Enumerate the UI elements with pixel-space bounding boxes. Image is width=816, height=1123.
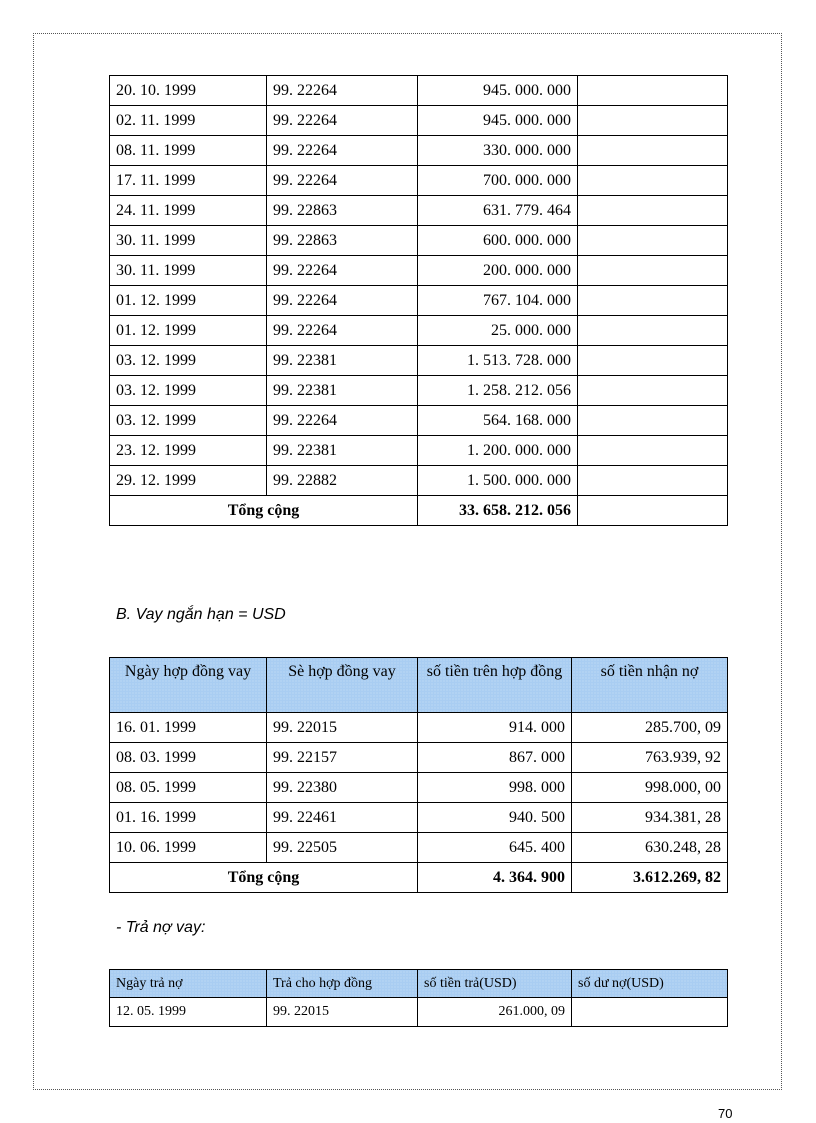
amount-cell: 998. 000 (418, 773, 572, 803)
date-cell: 08. 03. 1999 (110, 743, 267, 773)
date-cell: 01. 12. 1999 (110, 286, 267, 316)
date-cell: 03. 12. 1999 (110, 346, 267, 376)
amount-cell: 631. 779. 464 (418, 196, 578, 226)
amount-cell: 867. 000 (418, 743, 572, 773)
contract-cell: 99. 22380 (267, 773, 418, 803)
contract-cell: 99. 22882 (267, 466, 418, 496)
date-cell: 12. 05. 1999 (110, 998, 267, 1027)
table-row (110, 803, 728, 833)
table-row (110, 346, 728, 376)
table-row (110, 436, 728, 466)
received-cell: 763.939, 92 (572, 743, 728, 773)
contract-cell: 99. 22264 (267, 76, 418, 106)
table-row (110, 136, 728, 166)
total-received: 3.612.269, 82 (572, 863, 728, 893)
amount-cell: 700. 000. 000 (418, 166, 578, 196)
total-amount: 4. 364. 900 (418, 863, 572, 893)
date-cell: 08. 11. 1999 (110, 136, 267, 166)
contract-cell: 99. 22015 (267, 713, 418, 743)
date-cell: 30. 11. 1999 (110, 256, 267, 286)
contract-cell: 99. 22264 (267, 256, 418, 286)
amount-cell: 945. 000. 000 (418, 76, 578, 106)
amount-cell: 1. 258. 212. 056 (418, 376, 578, 406)
total-label: Tổng cộng (110, 863, 418, 893)
column-header-paid: số tiền trả(USD) (418, 970, 572, 998)
contract-cell: 99. 22461 (267, 803, 418, 833)
amount-cell: 1. 500. 000. 000 (418, 466, 578, 496)
extra-cell (578, 256, 728, 286)
received-cell: 285.700, 09 (572, 713, 728, 743)
total-row (110, 863, 728, 893)
date-cell: 10. 06. 1999 (110, 833, 267, 863)
date-cell: 17. 11. 1999 (110, 166, 267, 196)
amount-cell: 600. 000. 000 (418, 226, 578, 256)
total-row (110, 496, 728, 526)
amount-cell: 25. 000. 000 (418, 316, 578, 346)
page-number: 70 (718, 1106, 733, 1121)
received-cell: 998.000, 00 (572, 773, 728, 803)
total-amount: 33. 658. 212. 056 (418, 496, 578, 526)
section-b-heading: B. Vay ngắn hạn = USD (116, 606, 286, 623)
table-row (110, 316, 728, 346)
loans-continued-table (109, 75, 728, 526)
extra-cell (578, 196, 728, 226)
date-cell: 30. 11. 1999 (110, 226, 267, 256)
column-header-contract: Trả cho hợp đồng (267, 970, 418, 998)
table-row (110, 286, 728, 316)
contract-cell: 99. 22264 (267, 106, 418, 136)
table-row (110, 406, 728, 436)
column-header-date: Ngày trả nợ (110, 970, 267, 998)
table-row (110, 166, 728, 196)
table-row (110, 256, 728, 286)
amount-cell: 564. 168. 000 (418, 406, 578, 436)
column-header-received: số tiền nhận nợ (572, 658, 728, 713)
contract-cell: 99. 22381 (267, 436, 418, 466)
contract-cell: 99. 22264 (267, 316, 418, 346)
received-cell: 934.381, 28 (572, 803, 728, 833)
extra-cell (578, 136, 728, 166)
date-cell: 01. 16. 1999 (110, 803, 267, 833)
extra-cell (578, 436, 728, 466)
extra-cell (578, 106, 728, 136)
column-header-contract: Sè hợp đồng vay (267, 658, 418, 713)
extra-cell (578, 496, 728, 526)
amount-cell: 200. 000. 000 (418, 256, 578, 286)
contract-cell: 99. 22015 (267, 998, 418, 1027)
amount-cell: 767. 104. 000 (418, 286, 578, 316)
amount-cell: 1. 200. 000. 000 (418, 436, 578, 466)
balance-cell (572, 998, 728, 1027)
date-cell: 24. 11. 1999 (110, 196, 267, 226)
column-header-date: Ngày hợp đồng vay (110, 658, 267, 713)
table-row (110, 773, 728, 803)
date-cell: 23. 12. 1999 (110, 436, 267, 466)
received-cell: 630.248, 28 (572, 833, 728, 863)
extra-cell (578, 376, 728, 406)
contract-cell: 99. 22381 (267, 346, 418, 376)
extra-cell (578, 226, 728, 256)
column-header-balance: số dư nợ(USD) (572, 970, 728, 998)
amount-cell: 330. 000. 000 (418, 136, 578, 166)
date-cell: 03. 12. 1999 (110, 406, 267, 436)
contract-cell: 99. 22157 (267, 743, 418, 773)
repayment-table (109, 969, 728, 1027)
extra-cell (578, 166, 728, 196)
contract-cell: 99. 22381 (267, 376, 418, 406)
date-cell: 29. 12. 1999 (110, 466, 267, 496)
contract-cell: 99. 22264 (267, 136, 418, 166)
date-cell: 20. 10. 1999 (110, 76, 267, 106)
column-header-amount: số tiền trên hợp đồng (418, 658, 572, 713)
paid-cell: 261.000, 09 (418, 998, 572, 1027)
table-row (110, 743, 728, 773)
extra-cell (578, 346, 728, 376)
date-cell: 08. 05. 1999 (110, 773, 267, 803)
extra-cell (578, 316, 728, 346)
extra-cell (578, 76, 728, 106)
header-row (110, 658, 728, 713)
amount-cell: 914. 000 (418, 713, 572, 743)
amount-cell: 1. 513. 728. 000 (418, 346, 578, 376)
date-cell: 03. 12. 1999 (110, 376, 267, 406)
repayment-heading: - Trả nợ vay: (116, 919, 206, 936)
amount-cell: 645. 400 (418, 833, 572, 863)
date-cell: 01. 12. 1999 (110, 316, 267, 346)
extra-cell (578, 286, 728, 316)
date-cell: 02. 11. 1999 (110, 106, 267, 136)
contract-cell: 99. 22264 (267, 166, 418, 196)
amount-cell: 945. 000. 000 (418, 106, 578, 136)
table-row (110, 466, 728, 496)
table-row (110, 106, 728, 136)
header-row (110, 970, 728, 998)
total-label: Tổng cộng (110, 496, 418, 526)
contract-cell: 99. 22264 (267, 406, 418, 436)
table-row (110, 376, 728, 406)
extra-cell (578, 466, 728, 496)
date-cell: 16. 01. 1999 (110, 713, 267, 743)
amount-cell: 940. 500 (418, 803, 572, 833)
contract-cell: 99. 22863 (267, 226, 418, 256)
table-row (110, 226, 728, 256)
table-row (110, 998, 728, 1027)
table-row (110, 76, 728, 106)
extra-cell (578, 406, 728, 436)
table-row (110, 713, 728, 743)
table-row (110, 833, 728, 863)
usd-loans-table (109, 657, 728, 893)
contract-cell: 99. 22264 (267, 286, 418, 316)
contract-cell: 99. 22505 (267, 833, 418, 863)
contract-cell: 99. 22863 (267, 196, 418, 226)
table-row (110, 196, 728, 226)
